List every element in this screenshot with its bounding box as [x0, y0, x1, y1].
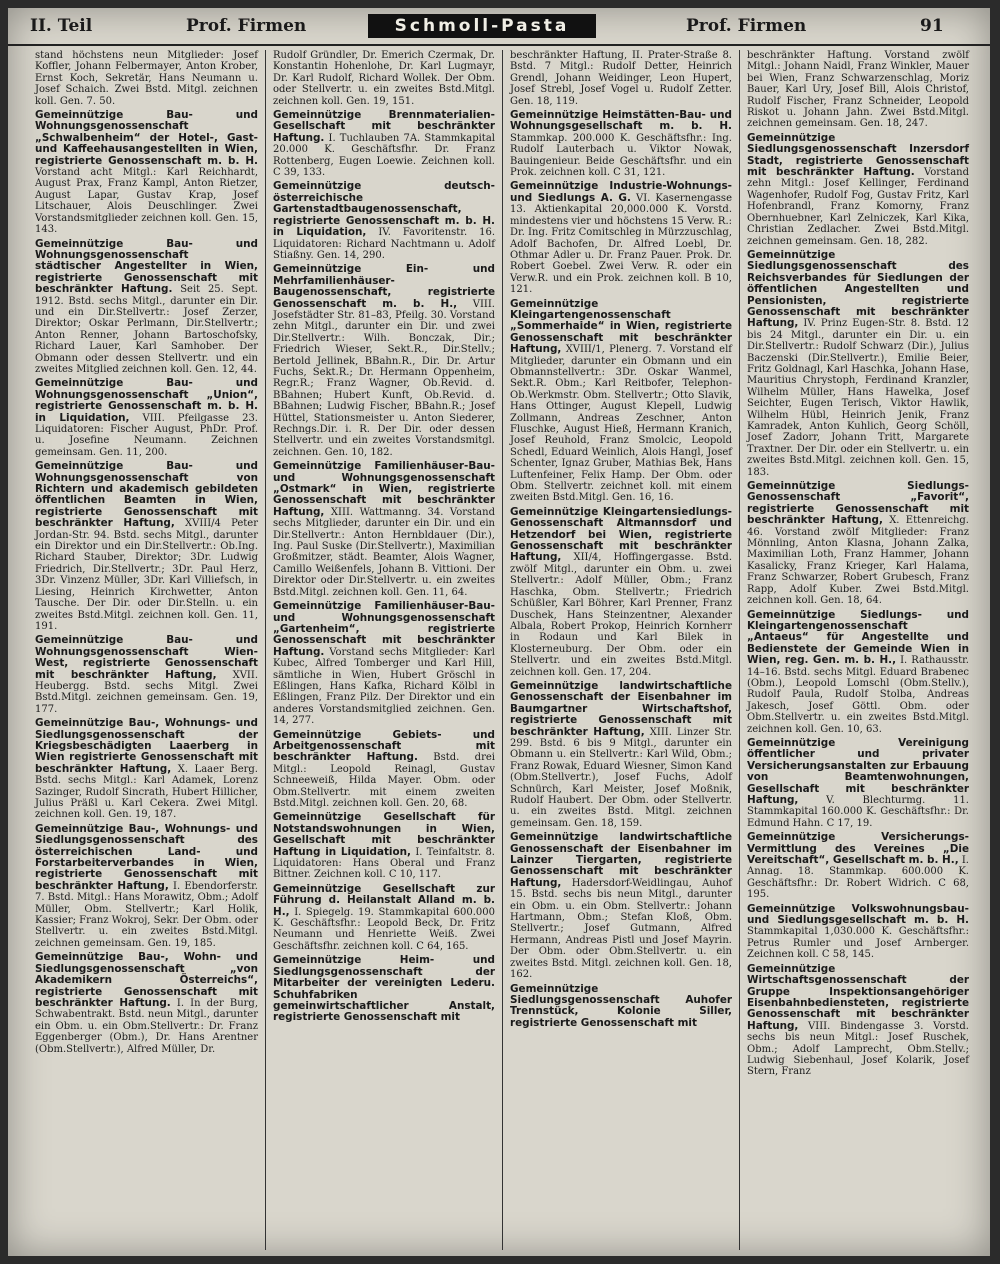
- entry-body: I. Tuchlauben 7A. Stammkapital 20.000 K. Geschäftsfhr. Dr. Franz Rottenberg, Eugen Loewie. Zeichnen koll. C 39, 133.: [273, 132, 495, 179]
- column-3: [502, 50, 739, 1250]
- directory-entry: [747, 832, 969, 900]
- entry-title: Gemeinnützige Brennmaterialien-Gesellschaft mit beschränkter Haftung.: [273, 109, 495, 144]
- directory-entry: [35, 110, 258, 235]
- entry-body: Vorstand zehn Mitgl.: Josef Kellinger, Ferdinand Wagenhofer, Rudolf Fog, Gustav Fritz, Karl Hofenbrandl, Franz Komorny, Franz Obernhuebner, Karl Zelniczek, Karl Kika, Christian Zedlacher. Zwei Bstd.Mitgl. zeichnen gemeinsam. Gen. 18, 282.: [747, 167, 969, 247]
- entry-body: VIII. Josefstädter Str. 81–83, Pfeilg. 30. Vorstand zehn Mitgl., darunter ein Dir. und zwei Dir.Stellvertr.: Wilh. Bonczak, Dir.; Friedrich Wieser, Sekt.R., Dir.Stellv.; Bertold Jellinek, BBahn.R., Dir. Dr. Artur Fuchs, Sekt.R.; Dr. Hermann Oppenheim, Regr.R.; Franz Wagner, Ob.Revid. d. BBahnen; Hubert Kunft, Ob.Revid. d. BBahnen; Ludwig Fischer, BBahn.R.; Josef Hüttel, Stationsmeister u. Anton Siederer, Rechngs.Dir. i. R. Der Dir. oder dessen Stellvertr. und ein zweites Vorstandsmitgl. zeichnen. Gen. 10, 182.: [273, 298, 495, 458]
- column-1: [28, 50, 265, 1250]
- directory-entry: [747, 250, 969, 478]
- directory-entry: [747, 904, 969, 961]
- directory-entry: [273, 955, 495, 1023]
- entry-title: Gemeinnützige Kleingartensiedlungs-Genossenschaft Altmannsdorf und Hetzendorf bei Wien, registrierte Genossenschaft mit beschränkter Haftung,: [510, 505, 732, 564]
- entry-title: Gemeinnützige landwirtschaftliche Genossenschaft der Eisenbahner im Lainzer Tiergarten, registrierte Genossenschaft mit beschränkter Haftung,: [510, 831, 732, 889]
- entry-body: I. Teinfaltstr. 8. Liquidatoren: Hans Oberal und Franz Bittner. Zeichnen koll. C 10, 117.: [273, 846, 495, 881]
- directory-entry: [510, 984, 732, 1030]
- entry-title: Gemeinnützige Siedlungs-Genossenschaft „Favorit“, registrierte Genossenschaft mit beschränkter Haftung,: [747, 480, 969, 527]
- entry-title: Gemeinnützige Heimstätten-Bau- und Wohnungsgesellschaft m. b. H.: [510, 109, 732, 133]
- directory-entry: [510, 181, 732, 295]
- entry-body: XIII. Wattmanng. 34. Vorstand sechs Mitglieder, darunter ein Dir. und ein Dir.Stellvertr.: Anton Hernbldauer (Dir.), Ing. Paul Suske (Dir.Stellvertr.), Maximilian Großmitzer, städt. Beamter, Alois Wagner, Camillo Weißenfels, Johann B. Vittioni. Der Direktor oder Dir.Stellvertr. u. ein zweites Bstd.Mitgl. zeichnen koll. Gen. 11, 64.: [273, 506, 495, 598]
- directory-entry: [273, 264, 495, 458]
- directory-entry: [510, 832, 732, 980]
- entry-title: Gemeinnützige Gebiets- und Arbeitgenossenschaft mit beschränkter Haftung.: [273, 728, 495, 764]
- entry-body: Bstd. drei Mitgl.: Leopold Reinagl, Gustav Schneeweiß, Hilda Mayer. Obm. oder Obm.Stellvertr. mit einem zweiten Bstd.Mitgl. zeichnen koll. Gen. 20, 68.: [273, 752, 495, 809]
- entry-title: Gemeinnützige Bau-, Wohnungs- und Siedlungsgenossenschaft des österreichischen Land- und Forstarbeiterverbandes in Wien, registrierte Genossenschaft mit beschränkter Haftung,: [35, 822, 258, 892]
- directory-entry: [35, 461, 258, 632]
- entry-body: XIII. Linzer Str. 299. Bstd. 6 bis 9 Mitgl., darunter ein Obmann u. ein Stellvertr.: Karl Wild, Obm.; Franz Rowak, Eduard Wiesner, Simon Kand (Obm.Stellvertr.), Josef Fuchs, Adolf Schnürch, Karl Meister, Josef Moßnik, Rudolf Haubert. Der Obm. oder Stellvertr. u. ein zweites Bstd. Mitgl. zeichnen gemeinsam. Gen. 18, 159.: [510, 726, 732, 829]
- directory-entry: [747, 133, 969, 247]
- entry-body: XVII. Heubergg. Bstd. sechs Mitgl. Zwei Bstd.Mitgl. zeichnen gemeinsam. Gen. 19, 177.: [35, 669, 258, 715]
- directory-entry: [747, 964, 969, 1078]
- entry-body: V. Blechturmg. 11. Stammkapital 160.000 K. Geschäftsfhr.: Dr. Edmund Hahn. C 17, 19.: [747, 795, 969, 829]
- entry-body: XII/4, Hoffingergasse. Bstd. zwölf Mitgl., darunter ein Obm. u. zwei Stellvertr.: Adolf Müller, Obm.; Franz Haschka, Obm. Stellvertr.; Friedrich Schüßler, Karl Böhrer, Karl Prenner, Franz Duschek, Hans Steinzentner, Alexander Albala, Robert Prokop, Heinrich Kornherr in Rodaun und Karl Bilek in Klosterneuburg. Der Obm. oder ein Stellvertr. und ein zweites Bstd.Mitgl. zeichnen koll. Gen. 17, 204.: [510, 552, 732, 678]
- entry-title: Gemeinnützige Wirtschaftsgenossenschaft der Gruppe Inspektionsangehöriger Eisenbahnbediensteten, registrierte Genossenschaft mit beschränkter Haftung,: [747, 962, 969, 1032]
- directory-entry: [510, 681, 732, 829]
- entry-body: beschränkter Haftung. Vorstand zwölf Mitgl.: Johann Naidl, Franz Winkler, Mauer bei Wien, Franz Schwarzenschlag, Moriz Bauer, Karl Ury, Josef Bill, Alois Christof, Rudolf Fischer, Franz Schneider, Leopold Riskot u. Johann Jahn. Zwei Bstd.Mitgl. zeichnen gemeinsam. Gen. 18, 247.: [747, 50, 969, 130]
- entry-title: Gemeinnützige Siedlungsgenossenschaft Inzersdorf Stadt, registrierte Genossenschaft mit beschränkter Haftung.: [747, 131, 969, 179]
- entry-title: Gemeinnützige Gesellschaft zur Führung d. Heilanstalt Alland m. b. H.,: [273, 882, 495, 918]
- entry-body: I. Rathausstr. 14–16. Bstd. sechs Mitgl. Eduard Brabenec (Obm.), Leopold Lomschl (Obm.Stellv.), Rudolf Paula, Rudolf Stolba, Andreas Jakesch, Josef Göttl. Obm. oder Obm.Stellvertr. u. ein zweites Bstd.Mitgl. zeichnen koll. Gen. 10, 63.: [747, 655, 969, 735]
- entry-title: Gemeinnützige deutsch-österreichische Gartenstadtbaugenossenschaft, registrierte Genossenschaft m. b. H. in Liquidation,: [273, 180, 495, 239]
- column-2: [265, 50, 502, 1250]
- directory-entry: [35, 378, 258, 458]
- directory-entry: [510, 50, 732, 107]
- entry-body: XVIII/1, Plenerg. 7. Vorstand elf Mitglieder, darunter ein Obmann und ein Obmannstellvertr.: 3Dr. Oskar Wanmel, Sekt.R. Obm.; Karl Reitbofer, Telephon-Ob.Werkmstr. Obm. Stellvertr.; Otto Slavik, Hans Ottinger, August Klepell, Ludwig Zollmann, Andreas Zeschner, Anton Fluschke, August Hieß, Hermann Kranich, Josef Reuhold, Franz Smolcic, Leopold Schedl, Eduard Weinlich, Alois Hangl, Josef Schenter, Ignaz Gruber, Mathias Bek, Hans Luftenfeiner, Felix Hamp. Der Obm. oder Obm. Stellvertr. zeichnet koll. mit einem zweiten Bstd.Mitgl. Gen. 16, 16.: [510, 344, 732, 504]
- entry-title: Gemeinnützige Siedlungsgenossenschaft des Reichsverbandes für Siedlungen der öffentlichen Angestellten und Pensionisten, registrierte Genossenschaft mit beschränkter Haftung,: [747, 248, 969, 330]
- entry-body: VIII. Pfeilgasse 23. Liquidatoren: Fischer August, PhDr. Prof. u. Josefine Neumann. Zeichnen gemeinsam. Gen. 11, 200.: [35, 412, 258, 458]
- entry-body: Stammkap. 200.000 K. Geschäftsfhr.: Ing. Rudolf Lauterbach u. Viktor Nowak, Bauingenieur. Beide Geschäftsfhr. und ein Prok. zeichnen koll. C 31, 121.: [510, 132, 732, 179]
- entry-title: Gemeinnützige Volkswohnungsbau- und Siedlungsgesellschaft m. b. H.: [747, 902, 969, 927]
- directory-entry: [35, 239, 258, 376]
- entry-title: Gemeinnützige Bau- und Wohnungsgenossenschaft städtischer Angestellter in Wien, registrierte Genossenschaft mit beschränkter Haftung.: [35, 237, 258, 296]
- entry-title: Gemeinnützige Bau- und Wohnungsgenossenschaft Wien-West, registrierte Genossenschaft mit beschränkter Haftung,: [35, 634, 258, 681]
- entry-body: IV. Favoritenstr. 16. Liquidatoren: Richard Nachtmann u. Adolf Stiaßny. Gen. 14, 290.: [273, 227, 495, 261]
- running-title-left: Prof. Firmen: [186, 16, 307, 36]
- entry-title: Gemeinnützige Bau- und Wohnungsgenossenschaft „Union“, registrierte Genossenschaft m. b. H. in Liquidation,: [35, 377, 258, 424]
- entry-title: Gemeinnützige Bau-, Wohnungs- und Siedlungsgenossenschaft der Kriegsbeschädigten Laaerberg in Wien registrierte Genossenschaft mit beschränkter Haftung,: [35, 717, 258, 775]
- directory-entry: [510, 299, 732, 504]
- entry-body: I. Ebendorferstr. 7. Bstd. Mitgl.: Hans Morawitz, Obm.; Adolf Müller, Obm. Stellvertr.; Karl Holik, Kassier; Franz Wokroj, Sekr. Der Obm. oder Stellvertr. u. ein zweites Bstd.Mitgl. zeichnen gemeinsam. Gen. 19, 185.: [35, 880, 258, 949]
- entry-title: Gemeinnützige landwirtschaftliche Genossenschaft der Eisenbahner im Baumgartner Wirtschaftshof, registrierte Genossenschaft mit beschränkter Haftung,: [510, 679, 732, 738]
- entry-body: Stammkapital 1,030.000 K. Geschäftsfhr.: Petrus Rumler und Josef Arnberger. Zeichnen koll. C 58, 145.: [747, 926, 969, 961]
- entry-title: Gemeinnützige Bau- und Wohnungsgenossenschaft von Richtern und akademisch gebildeten öffentlichen Beamten in Wien, registrierte Genossenschaft mit beschränkter Haftung,: [35, 460, 258, 530]
- entry-body: beschränkter Haftung, II. Prater-Straße 8. Bstd. 7 Mitgl.: Rudolf Detter, Heinrich Grendl, Johann Weidinger, Leon Hupert, Josef Strebl, Josef Vogel u. Rudolf Zetter. Gen. 18, 119.: [510, 50, 732, 107]
- directory-entry: [273, 812, 495, 880]
- directory-entry: [35, 635, 258, 715]
- entry-title: Gemeinnützige Siedlungsgenossenschaft Auhofer Trennstück, Kolonie Siller, registrierte Genossenschaft mit: [510, 982, 732, 1029]
- text-columns: [28, 50, 978, 1250]
- entry-title: Gemeinnützige Bau- und Wohnungsgenossenschaft „Schwalbenheim“ der Hotel-, Gast- und Kaffeehausangestellten in Wien, registrierte Genossenschaft m. b. H.: [35, 109, 258, 167]
- directory-entry: [273, 181, 495, 261]
- directory-entry: [273, 884, 495, 952]
- entry-body: Vorstand sechs Mitglieder: Karl Kubec, Alfred Tomberger und Karl Hill, sämtliche in Wien, Hubert Gröschl in Eßlingen, Hans Kafka, Richard Kölbl in Eßlingen, Franz Pilz. Der Direktor und ein anderes Vorstandsmitglied zeichnen. Gen. 14, 277.: [273, 646, 495, 727]
- entry-title: Gemeinnützige Ein- und Mehrfamilienhäuser-Baugenossenschaft, registrierte Genossenschaft m. b. H.,: [273, 263, 495, 310]
- directory-entry: [510, 507, 732, 678]
- entry-body: I. In der Burg, Schwabentrakt. Bstd. neun Mitgl., darunter ein Obm. u. ein Obm.Stellvertr.: Dr. Franz Eggenberger (Obm.), Dr. Hans Arentner (Obm.Stellvertr.), Alfred Müller, Dr.: [35, 997, 258, 1055]
- entry-body: I. Spiegelg. 19. Stammkapital 600.000 K. Geschäftsfhr.: Leopold Beck, Dr. Fritz Neumann und Henriette Weiß. Zwei Geschäftsfhr. zeichnen koll. C 64, 165.: [273, 906, 495, 952]
- directory-entry: [35, 824, 258, 949]
- directory-entry: [35, 718, 258, 821]
- entry-body: Seit 25. Sept. 1912. Bstd. sechs Mitgl., darunter ein Dir. und ein Dir.Stellvertr.: Josef Zerzer, Direktor; Oskar Perlmann, Dir.Stellvertr.; Anton Renner, Johann Bartoschofsky, Richard Lauer, Karl Samhober. Der Obmann oder dessen Stellvertr. und ein zweites Mitglied zeichnen koll. Gen. 12, 44.: [35, 284, 258, 375]
- entry-body: XVIII/4 Peter Jordan-Str. 94. Bstd. sechs Mitgl., darunter ein Direktor und ein Dir.Stellvertr.: Ob.Ing. Richard Stauber, Direktor; 3Dr. Ludwig Friedrich, Dir.Stellvertr.; 3Dr. Paul Herz, 3Dr. Vinzenz Müller, 3Dr. Karl Villiefsch, in Liesing, Heinrich Kirchwetter, Anton Tausche. Der Dir. oder Dir.Stelln. u. ein zweites Bstd.Mitgl. zeichnen koll. Gen. 11, 191.: [35, 518, 258, 632]
- entry-body: Hadersdorf-Weidlingau, Auhof 15. Bstd. sechs bis neun Mitgl., darunter ein Obm. u. ein Obm. Stellvertr.: Johann Hartmann, Obm.; Stefan Kloß, Obm. Stellvertr.; Josef Gutmann, Alfred Hermann, Andreas Pistl und Josef Mayrin. Der Obm. oder Obm.Stellvertr. u. ein zweites Bstd. Mitgl. zeichnen koll. Gen. 18, 162.: [510, 877, 732, 981]
- entry-body: I. Annag. 18. Stammkap. 600.000 K. Geschäftsfhr.: Dr. Robert Widrich. C 68, 195.: [747, 855, 969, 901]
- page-number: 91: [920, 16, 944, 36]
- entry-title: Gemeinnützige Gesellschaft für Notstandswohnungen in Wien, Gesellschaft mit beschränkter Haftung in Liquidation,: [273, 811, 495, 858]
- directory-entry: [273, 50, 495, 107]
- entry-title: Gemeinnützige Versicherungs-Vermittlung des Vereines „Die Vereitschaft“, Gesellschaft m. b. H.,: [747, 831, 969, 867]
- column-4: [739, 50, 976, 1250]
- entry-title: Gemeinnützige Kleingartengenossenschaft „Sommerhaide“ in Wien, registrierte Genossenschaft mit beschränkter Haftung,: [510, 297, 732, 356]
- page-header: [8, 8, 990, 46]
- entry-title: Gemeinnützige Vereinigung öffentlicher und privater Versicherungsanstalten zur Erbauung von Beamtenwohnungen, Gesellschaft mit beschränkter Haftung,: [747, 736, 969, 806]
- entry-title: Gemeinnützige Bau-, Wohn- und Siedlungsgenossenschaft „von Akademikern Österreichs“, registrierte Genossenschaft mit beschränkter Haftung.: [35, 951, 258, 1009]
- directory-entry: [35, 50, 258, 107]
- entry-body: IV. Prinz Eugen-Str. 8. Bstd. 12 bis 24 Mitgl., darunter ein Dir. u. ein Dir.Stellvertr.: Rudolf Schwarz (Dir.), Julius Baczenski (Dir.Stellvertr.), Emilie Beier, Fritz Goldnagl, Karl Haschka, Johann Hase, Mauritius Chrystoph, Ferdinand Kranzler, Wilhelm Müller, Hans Hawelka, Josef Seichter, Eugen Terisch, Viktor Hawlik, Wilhelm Hübl, Heinrich Jenik, Franz Kamradek, Anton Kuhlich, Georg Schöll, Josef Zadorr, Johann Tritt, Margarete Traxtner. Der Dir. oder ein Stellvertr. u. ein zweites Bstd.Mitgl. zeichnen koll. Gen. 15, 183.: [747, 318, 969, 478]
- entry-body: X. Laaer Berg. Bstd. sechs Mitgl.: Karl Adamek, Lorenz Sazinger, Rudolf Sincrath, Hubert Hillicher, Julius Präßl u. Karl Cekera. Zwei Mitgl. zeichnen koll. Gen. 19, 187.: [35, 763, 258, 821]
- directory-entry: [273, 110, 495, 178]
- directory-entry: [273, 601, 495, 726]
- directory-entry: [273, 730, 495, 810]
- directory-entry: [273, 461, 495, 598]
- entry-body: VIII. Bindengasse 3. Vorstd. sechs bis neun Mitgl.: Josef Ruschek, Obm.; Adolf Lamprecht, Obm.Stellv.; Ludwig Siebenhaul, Josef Kolarik, Josef Stern, Franz: [747, 1020, 969, 1078]
- part-label: II. Teil: [30, 16, 93, 36]
- entry-body: Vorstand acht Mitgl.: Karl Reichhardt, August Prax, Franz Kampl, Anton Rietzer, August Lapar, Gustav Krap, Josef Litschauer, Alois Deuschlinger. Zwei Vorstandsmitglieder zeichnen koll. Gen. 15, 143.: [35, 167, 258, 236]
- running-title-right: Prof. Firmen: [686, 16, 807, 36]
- directory-entry: [35, 952, 258, 1055]
- directory-entry: [747, 738, 969, 829]
- entry-body: stand höchstens neun Mitglieder: Josef Koffler, Johann Felbermayer, Anton Krober, Ernst Koch, Sekretär, Hans Neumann u. Josef Schaich. Zwei Bstd. Mitgl. zeichnen koll. Gen. 7. 50.: [35, 50, 258, 107]
- entry-title: Gemeinnützige Heim- und Siedlungsgenossenschaft der Mitarbeiter der vereinigten Lederu. Schuhfabriken gemeinwirtschaftlicher Anstalt, registrierte Genossenschaft mit: [273, 954, 495, 1024]
- directory-entry: [510, 110, 732, 178]
- entry-body: Rudolf Gründler, Dr. Emerich Czermak, Dr. Konstantin Hohenlohe, Dr. Karl Lugmayr, Dr. Karl Rudolf, Richard Wollek. Der Obm. oder Stellvertr. u. ein zweites Bstd.Mitgl. zeichnen koll. Gen. 19, 151.: [273, 50, 495, 107]
- directory-entry: [747, 50, 969, 130]
- entry-title: Gemeinnützige Siedlungs- und Kleingartengenossenschaft „Antaeus“ für Angestellte und Bedienstete der Gemeinde Wien in Wien, reg. Gen. m. b. H.,: [747, 608, 969, 667]
- entry-title: Gemeinnützige Familienhäuser-Bau- und Wohnungsgenossenschaft „Ostmark“ in Wien, registrierte Genossenschaft mit beschränkter Haftung,: [273, 460, 495, 518]
- directory-page: [8, 8, 990, 1256]
- directory-entry: [747, 481, 969, 606]
- entry-title: Gemeinnützige Industrie-Wohnungs- und Siedlungs A. G.: [510, 180, 732, 204]
- banner-advertisement: Schmoll-Pasta: [368, 14, 596, 38]
- directory-entry: [747, 610, 969, 735]
- entry-title: Gemeinnützige Familienhäuser-Bau- und Wohnungsgenossenschaft „Gartenheim“, registrierte Genossenschaft mit beschränkter Haftung.: [273, 600, 495, 658]
- entry-body: VI. Kasernengasse 13. Aktienkapital 20,000.000 K. Vorstd. mindestens vier und höchstens 15 Verw. R.: Dr. Ing. Fritz Comitschleg in Mürzzuschlag, Adolf Bachofen, Dr. Alfred Loebl, Dr. Othmar Adler u. Dr. Franz Pauer. Prok. Dr. Robert Goebel. Zwei Verw. R. oder ein Verw.R. und ein Prok. zeichnen koll. B 10, 121.: [510, 192, 732, 296]
- entry-body: X. Ettenreichg. 46. Vorstand zwölf Mitglieder: Franz Mönnling, Anton Klasna, Johann Zalka, Maximilian Loth, Franz Hammer, Johann Kasalicky, Franz Krieger, Karl Halama, Franz Schwarzer, Robert Grubesch, Franz Rapp, Adolf Kuber. Zwei Bstd.Mitgl. zeichnen koll. Gen. 18, 64.: [747, 515, 969, 607]
